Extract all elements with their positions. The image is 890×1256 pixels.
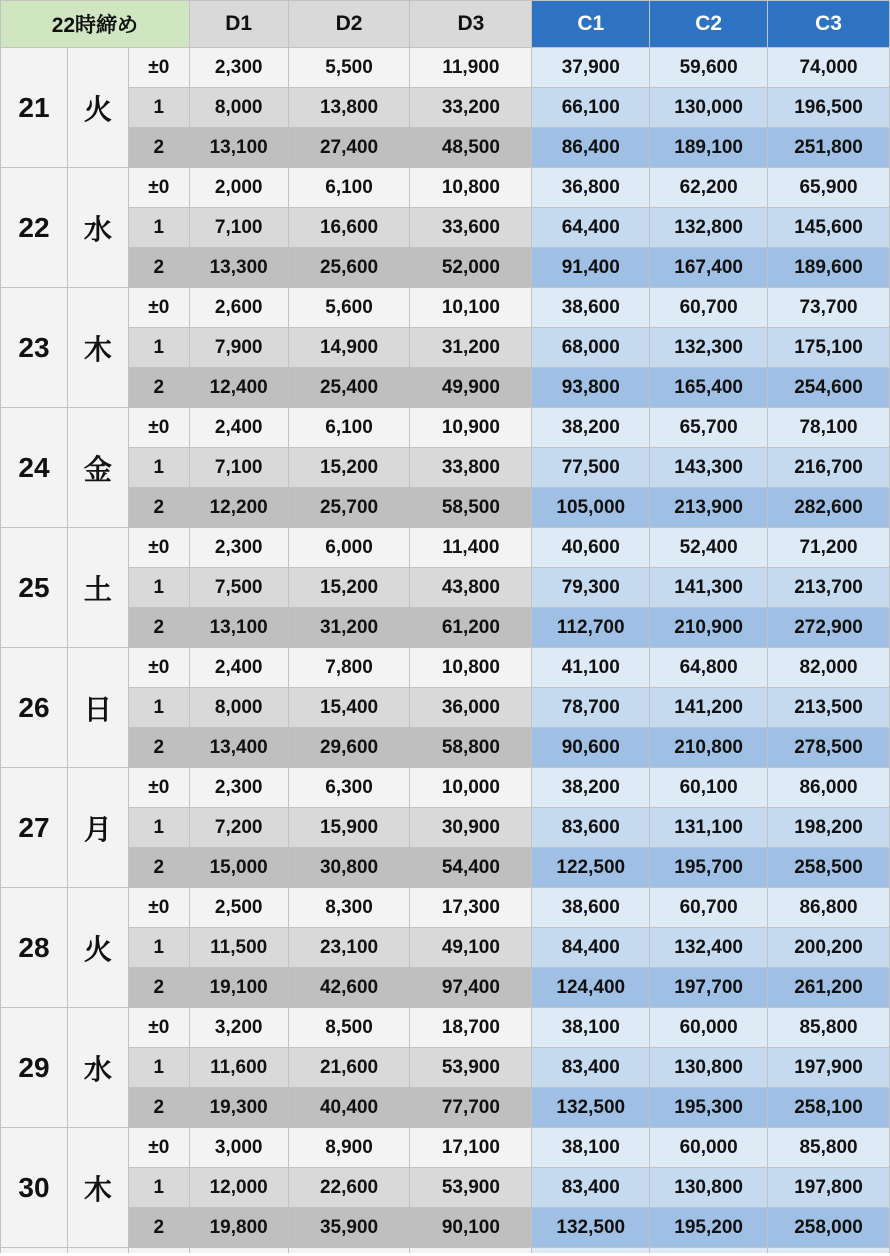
offset-cell: 1 xyxy=(128,1168,189,1208)
table-row xyxy=(1,1168,890,1208)
table-row xyxy=(1,888,890,928)
table-row xyxy=(1,288,890,328)
table-row xyxy=(1,48,890,88)
table-row xyxy=(1,328,890,368)
table-row xyxy=(1,368,890,408)
value-cell: 196,500 xyxy=(768,88,890,128)
value-cell: 258,100 xyxy=(768,1088,890,1128)
value-cell: 38,600 xyxy=(532,888,650,928)
value-cell: 282,600 xyxy=(768,488,890,528)
value-cell: 84,400 xyxy=(532,928,650,968)
table-row xyxy=(1,448,890,488)
value-cell: 132,500 xyxy=(532,1208,650,1248)
value-cell: 86,400 xyxy=(532,128,650,168)
value-cell: 12,400 xyxy=(189,368,288,408)
value-cell: 38,100 xyxy=(532,1008,650,1048)
value-cell: 83,400 xyxy=(532,1168,650,1208)
value-cell: 251,800 xyxy=(768,128,890,168)
weekday-cell: 金 xyxy=(67,408,128,528)
value-cell: 52,400 xyxy=(650,528,768,568)
value-cell: 189,600 xyxy=(768,248,890,288)
offset-cell: 2 xyxy=(128,728,189,768)
table-row xyxy=(1,208,890,248)
value-cell: 97,400 xyxy=(410,968,532,1008)
value-cell: 60,000 xyxy=(650,1128,768,1168)
value-cell: 272,900 xyxy=(768,608,890,648)
value-cell: 33,600 xyxy=(410,208,532,248)
value-cell: 165,400 xyxy=(650,368,768,408)
value-cell: 58,500 xyxy=(410,488,532,528)
value-cell: 49,900 xyxy=(410,368,532,408)
date-cell: 24 xyxy=(1,408,68,528)
value-cell: 25,600 xyxy=(288,248,410,288)
value-cell: 124,400 xyxy=(532,968,650,1008)
weekday-cell: 火 xyxy=(67,888,128,1008)
value-cell: 278,500 xyxy=(768,728,890,768)
table-row xyxy=(1,768,890,808)
table-row xyxy=(1,928,890,968)
value-cell: 53,900 xyxy=(410,1048,532,1088)
value-cell: 141,200 xyxy=(650,688,768,728)
offset-cell: 1 xyxy=(128,88,189,128)
value-cell: 36,800 xyxy=(532,168,650,208)
value-cell: 131,100 xyxy=(650,808,768,848)
value-cell: 13,400 xyxy=(189,728,288,768)
value-cell: 60,700 xyxy=(650,288,768,328)
value-cell: 68,000 xyxy=(532,328,650,368)
value-cell: 54,400 xyxy=(410,848,532,888)
value-cell: 6,000 xyxy=(288,528,410,568)
value-cell: 35,900 xyxy=(288,1208,410,1248)
value-cell: 86,000 xyxy=(768,768,890,808)
value-cell: 82,000 xyxy=(768,648,890,688)
value-cell: 13,300 xyxy=(189,248,288,288)
value-cell: 130,800 xyxy=(650,1168,768,1208)
value-cell: 132,800 xyxy=(650,208,768,248)
value-cell: 16,600 xyxy=(288,208,410,248)
value-cell: 91,400 xyxy=(532,248,650,288)
date-cell: 29 xyxy=(1,1008,68,1128)
date-cell: 27 xyxy=(1,768,68,888)
value-cell: 79,300 xyxy=(532,568,650,608)
column-header-d1: D1 xyxy=(189,1,288,48)
table-row xyxy=(1,1208,890,1248)
offset-cell: 1 xyxy=(128,568,189,608)
value-cell: 2,300 xyxy=(189,48,288,88)
date-cell: 22 xyxy=(1,168,68,288)
table-row xyxy=(1,488,890,528)
value-cell: 86,800 xyxy=(768,888,890,928)
weekday-cell: 火 xyxy=(67,48,128,168)
value-cell: 40,400 xyxy=(288,1088,410,1128)
value-cell: 10,800 xyxy=(410,648,532,688)
table-row xyxy=(1,648,890,688)
value-cell: 77,500 xyxy=(532,448,650,488)
header-row xyxy=(1,1,890,48)
value-cell: 19,800 xyxy=(189,1208,288,1248)
value-cell: 62,200 xyxy=(650,168,768,208)
value-cell: 15,200 xyxy=(288,448,410,488)
value-cell: 38,200 xyxy=(532,768,650,808)
date-cell: 21 xyxy=(1,48,68,168)
value-cell: 6,300 xyxy=(288,768,410,808)
value-cell: 37,900 xyxy=(532,48,650,88)
value-cell: 8,000 xyxy=(189,688,288,728)
date-cell: 26 xyxy=(1,648,68,768)
offset-cell: 1 xyxy=(128,1048,189,1088)
offset-cell: 2 xyxy=(128,848,189,888)
value-cell: 167,400 xyxy=(650,248,768,288)
value-cell: 2,500 xyxy=(189,888,288,928)
offset-cell: ±0 xyxy=(128,888,189,928)
table-row xyxy=(1,528,890,568)
value-cell: 195,200 xyxy=(650,1208,768,1248)
value-cell: 48,500 xyxy=(410,128,532,168)
value-cell: 7,100 xyxy=(189,208,288,248)
value-cell: 2,300 xyxy=(189,528,288,568)
value-cell: 13,100 xyxy=(189,608,288,648)
value-cell: 25,400 xyxy=(288,368,410,408)
value-cell: 11,900 xyxy=(410,48,532,88)
table-row xyxy=(1,968,890,1008)
value-cell: 60,000 xyxy=(650,1008,768,1048)
value-cell: 38,100 xyxy=(532,1128,650,1168)
value-cell: 38,200 xyxy=(532,408,650,448)
value-cell: 33,200 xyxy=(410,88,532,128)
empty-cell xyxy=(768,1248,890,1254)
value-cell: 10,100 xyxy=(410,288,532,328)
value-cell: 12,200 xyxy=(189,488,288,528)
offset-cell: ±0 xyxy=(128,768,189,808)
value-cell: 78,100 xyxy=(768,408,890,448)
empty-cell xyxy=(128,1248,189,1254)
value-cell: 200,200 xyxy=(768,928,890,968)
weekday-cell: 月 xyxy=(67,768,128,888)
value-cell: 213,900 xyxy=(650,488,768,528)
value-cell: 15,200 xyxy=(288,568,410,608)
value-cell: 2,000 xyxy=(189,168,288,208)
table-row xyxy=(1,128,890,168)
value-cell: 7,500 xyxy=(189,568,288,608)
value-cell: 21,600 xyxy=(288,1048,410,1088)
value-cell: 53,900 xyxy=(410,1168,532,1208)
value-cell: 10,000 xyxy=(410,768,532,808)
value-cell: 31,200 xyxy=(410,328,532,368)
value-cell: 175,100 xyxy=(768,328,890,368)
value-cell: 73,700 xyxy=(768,288,890,328)
offset-cell: 2 xyxy=(128,608,189,648)
offset-cell: 1 xyxy=(128,688,189,728)
weekday-cell: 木 xyxy=(67,288,128,408)
offset-cell: 2 xyxy=(128,248,189,288)
table-row xyxy=(1,168,890,208)
offset-cell: ±0 xyxy=(128,408,189,448)
value-cell: 7,800 xyxy=(288,648,410,688)
offset-cell: ±0 xyxy=(128,648,189,688)
value-cell: 40,600 xyxy=(532,528,650,568)
value-cell: 19,100 xyxy=(189,968,288,1008)
value-cell: 216,700 xyxy=(768,448,890,488)
table-row xyxy=(1,608,890,648)
empty-cell xyxy=(67,1248,128,1254)
value-cell: 93,800 xyxy=(532,368,650,408)
value-cell: 11,500 xyxy=(189,928,288,968)
value-cell: 58,800 xyxy=(410,728,532,768)
value-cell: 49,100 xyxy=(410,928,532,968)
value-cell: 15,900 xyxy=(288,808,410,848)
offset-cell: 2 xyxy=(128,968,189,1008)
weekday-cell: 水 xyxy=(67,168,128,288)
value-cell: 41,100 xyxy=(532,648,650,688)
table-row xyxy=(1,848,890,888)
value-cell: 42,600 xyxy=(288,968,410,1008)
value-cell: 3,000 xyxy=(189,1128,288,1168)
value-cell: 14,900 xyxy=(288,328,410,368)
value-cell: 61,200 xyxy=(410,608,532,648)
value-cell: 3,200 xyxy=(189,1008,288,1048)
offset-cell: 1 xyxy=(128,328,189,368)
value-cell: 10,900 xyxy=(410,408,532,448)
value-cell: 65,700 xyxy=(650,408,768,448)
offset-cell: 2 xyxy=(128,1208,189,1248)
offset-cell: ±0 xyxy=(128,1128,189,1168)
value-cell: 105,000 xyxy=(532,488,650,528)
value-cell: 18,700 xyxy=(410,1008,532,1048)
value-cell: 145,600 xyxy=(768,208,890,248)
value-cell: 90,600 xyxy=(532,728,650,768)
value-cell: 112,700 xyxy=(532,608,650,648)
empty-cell xyxy=(650,1248,768,1254)
table-row xyxy=(1,1048,890,1088)
value-cell: 66,100 xyxy=(532,88,650,128)
value-cell: 12,000 xyxy=(189,1168,288,1208)
value-cell: 8,300 xyxy=(288,888,410,928)
value-cell: 19,300 xyxy=(189,1088,288,1128)
value-cell: 6,100 xyxy=(288,168,410,208)
offset-cell: 1 xyxy=(128,928,189,968)
value-cell: 5,600 xyxy=(288,288,410,328)
value-cell: 197,900 xyxy=(768,1048,890,1088)
value-cell: 29,600 xyxy=(288,728,410,768)
value-cell: 65,900 xyxy=(768,168,890,208)
value-cell: 15,400 xyxy=(288,688,410,728)
offset-cell: ±0 xyxy=(128,1008,189,1048)
value-cell: 195,300 xyxy=(650,1088,768,1128)
offset-cell: ±0 xyxy=(128,48,189,88)
value-cell: 25,700 xyxy=(288,488,410,528)
column-header-c2: C2 xyxy=(650,1,768,48)
table-row xyxy=(1,1008,890,1048)
empty-cell xyxy=(1,1248,68,1254)
value-cell: 83,600 xyxy=(532,808,650,848)
value-cell: 2,400 xyxy=(189,648,288,688)
table-body xyxy=(1,48,890,1254)
value-cell: 71,200 xyxy=(768,528,890,568)
value-cell: 258,000 xyxy=(768,1208,890,1248)
value-cell: 13,100 xyxy=(189,128,288,168)
weekday-cell: 日 xyxy=(67,648,128,768)
value-cell: 52,000 xyxy=(410,248,532,288)
value-cell: 11,600 xyxy=(189,1048,288,1088)
date-cell: 30 xyxy=(1,1128,68,1248)
offset-cell: 2 xyxy=(128,128,189,168)
value-cell: 22,600 xyxy=(288,1168,410,1208)
weekday-cell: 木 xyxy=(67,1128,128,1248)
value-cell: 141,300 xyxy=(650,568,768,608)
value-cell: 132,300 xyxy=(650,328,768,368)
offset-cell: ±0 xyxy=(128,528,189,568)
value-cell: 74,000 xyxy=(768,48,890,88)
value-cell: 90,100 xyxy=(410,1208,532,1248)
value-cell: 23,100 xyxy=(288,928,410,968)
value-cell: 122,500 xyxy=(532,848,650,888)
value-cell: 254,600 xyxy=(768,368,890,408)
offset-cell: ±0 xyxy=(128,168,189,208)
offset-cell: 1 xyxy=(128,448,189,488)
value-cell: 197,700 xyxy=(650,968,768,1008)
weekday-cell: 土 xyxy=(67,528,128,648)
table-row xyxy=(1,688,890,728)
partial-row xyxy=(1,1248,890,1254)
table-row xyxy=(1,1088,890,1128)
value-cell: 31,200 xyxy=(288,608,410,648)
value-cell: 64,800 xyxy=(650,648,768,688)
table-title: 22時締め xyxy=(1,1,190,48)
value-cell: 261,200 xyxy=(768,968,890,1008)
table-row xyxy=(1,408,890,448)
empty-cell xyxy=(410,1248,532,1254)
value-cell: 7,900 xyxy=(189,328,288,368)
value-cell: 60,100 xyxy=(650,768,768,808)
value-cell: 210,900 xyxy=(650,608,768,648)
value-cell: 213,500 xyxy=(768,688,890,728)
date-cell: 28 xyxy=(1,888,68,1008)
offset-cell: ±0 xyxy=(128,288,189,328)
value-cell: 77,700 xyxy=(410,1088,532,1128)
date-cell: 23 xyxy=(1,288,68,408)
value-cell: 258,500 xyxy=(768,848,890,888)
value-cell: 43,800 xyxy=(410,568,532,608)
value-cell: 130,000 xyxy=(650,88,768,128)
offset-cell: 2 xyxy=(128,368,189,408)
value-cell: 64,400 xyxy=(532,208,650,248)
value-cell: 17,300 xyxy=(410,888,532,928)
empty-cell xyxy=(532,1248,650,1254)
value-cell: 2,300 xyxy=(189,768,288,808)
value-cell: 11,400 xyxy=(410,528,532,568)
value-cell: 8,000 xyxy=(189,88,288,128)
value-cell: 5,500 xyxy=(288,48,410,88)
value-cell: 198,200 xyxy=(768,808,890,848)
offset-cell: 1 xyxy=(128,208,189,248)
table-row xyxy=(1,808,890,848)
value-cell: 10,800 xyxy=(410,168,532,208)
value-cell: 36,000 xyxy=(410,688,532,728)
column-header-d3: D3 xyxy=(410,1,532,48)
value-cell: 8,500 xyxy=(288,1008,410,1048)
value-cell: 27,400 xyxy=(288,128,410,168)
value-cell: 132,500 xyxy=(532,1088,650,1128)
value-cell: 59,600 xyxy=(650,48,768,88)
weekday-cell: 水 xyxy=(67,1008,128,1128)
value-cell: 2,600 xyxy=(189,288,288,328)
value-cell: 85,800 xyxy=(768,1128,890,1168)
table-row xyxy=(1,248,890,288)
table-row xyxy=(1,88,890,128)
value-cell: 17,100 xyxy=(410,1128,532,1168)
value-cell: 78,700 xyxy=(532,688,650,728)
value-cell: 7,200 xyxy=(189,808,288,848)
date-cell: 25 xyxy=(1,528,68,648)
offset-cell: 2 xyxy=(128,488,189,528)
table-row xyxy=(1,568,890,608)
empty-cell xyxy=(288,1248,410,1254)
empty-cell xyxy=(189,1248,288,1254)
offset-cell: 2 xyxy=(128,1088,189,1128)
value-cell: 197,800 xyxy=(768,1168,890,1208)
offset-cell: 1 xyxy=(128,808,189,848)
value-cell: 83,400 xyxy=(532,1048,650,1088)
value-cell: 30,900 xyxy=(410,808,532,848)
value-cell: 38,600 xyxy=(532,288,650,328)
column-header-c1: C1 xyxy=(532,1,650,48)
value-cell: 7,100 xyxy=(189,448,288,488)
value-cell: 130,800 xyxy=(650,1048,768,1088)
value-cell: 33,800 xyxy=(410,448,532,488)
value-cell: 132,400 xyxy=(650,928,768,968)
column-header-c3: C3 xyxy=(768,1,890,48)
value-cell: 189,100 xyxy=(650,128,768,168)
value-cell: 13,800 xyxy=(288,88,410,128)
value-cell: 30,800 xyxy=(288,848,410,888)
value-cell: 6,100 xyxy=(288,408,410,448)
table-row xyxy=(1,728,890,768)
column-header-d2: D2 xyxy=(288,1,410,48)
value-cell: 143,300 xyxy=(650,448,768,488)
value-cell: 210,800 xyxy=(650,728,768,768)
value-cell: 85,800 xyxy=(768,1008,890,1048)
value-cell: 2,400 xyxy=(189,408,288,448)
value-cell: 213,700 xyxy=(768,568,890,608)
value-cell: 195,700 xyxy=(650,848,768,888)
value-cell: 8,900 xyxy=(288,1128,410,1168)
value-cell: 15,000 xyxy=(189,848,288,888)
table-row xyxy=(1,1128,890,1168)
value-cell: 60,700 xyxy=(650,888,768,928)
